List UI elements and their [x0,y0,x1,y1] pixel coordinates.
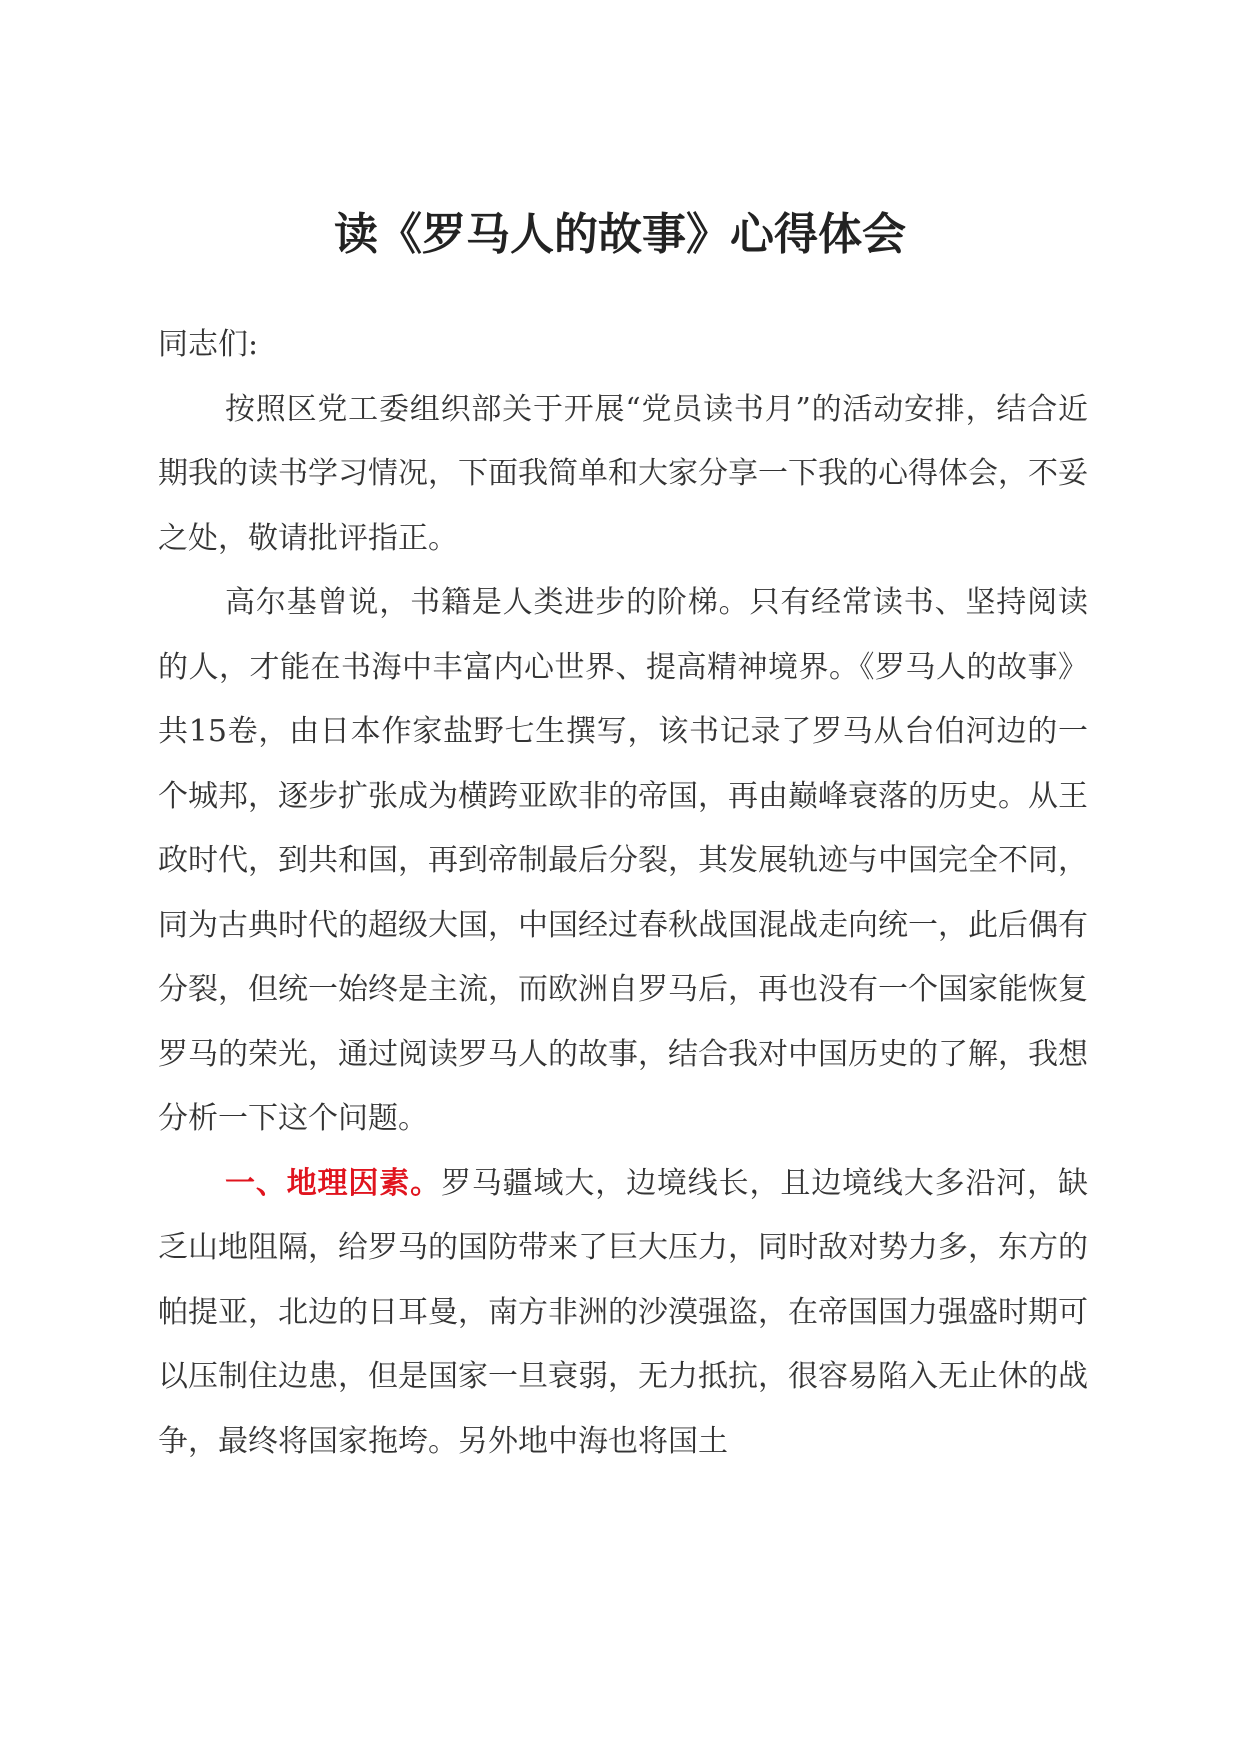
section-text-geography: 罗马疆域大，边境线长，且边境线大多沿河，缺乏山地阻隔，给罗马的国防带来了巨大压力，同时敌对势力多，东方的帕提亚，北边的日耳曼，南方非洲的沙漠强盗，在帝国国力强盛时期可以压制住边患，但是国家一旦衰弱，无力抵抗，很容易陷入无止休的战争，最终将国家拖垮。另外地中海也将国土 [158,1165,1089,1459]
paragraph-section-geography [158,1152,1088,1475]
section-heading-geography: 一、地理因素。 [225,1165,441,1201]
document-title: 读《罗马人的故事》心得体会 [334,209,906,260]
salutation: 同志们: [158,327,259,362]
paragraph-intro: 按照区党工委组织部关于开展“党员读书月”的活动安排，结合近期我的读书学习情况，下面我简单和大家分享一下我的心得体会，不妥之处，敬请批评指正。 [158,391,1088,556]
paragraph-book-summary: 高尔基曾说，书籍是人类进步的阶梯。只有经常读书、坚持阅读的人，才能在书海中丰富内心世界、提高精神境界。《罗马人的故事》共15卷，由日本作家盐野七生撰写，该书记录了罗马从台伯河边的一个城邦，逐步扩张成为横跨亚欧非的帝国，再由巅峰衰落的历史。从王政时代，到共和国，再到帝制最后分裂，其发展轨迹与中国完全不同，同为古典时代的超级大国，中国经过春秋战国混战走向统一，此后偶有分裂，但统一始终是主流，而欧洲自罗马后，再也没有一个国家能恢复罗马的荣光，通过阅读罗马人的故事，结合我对中国历史的了解，我想分析一下这个问题。 [158,585,1088,1136]
document-body [158,313,1088,1474]
